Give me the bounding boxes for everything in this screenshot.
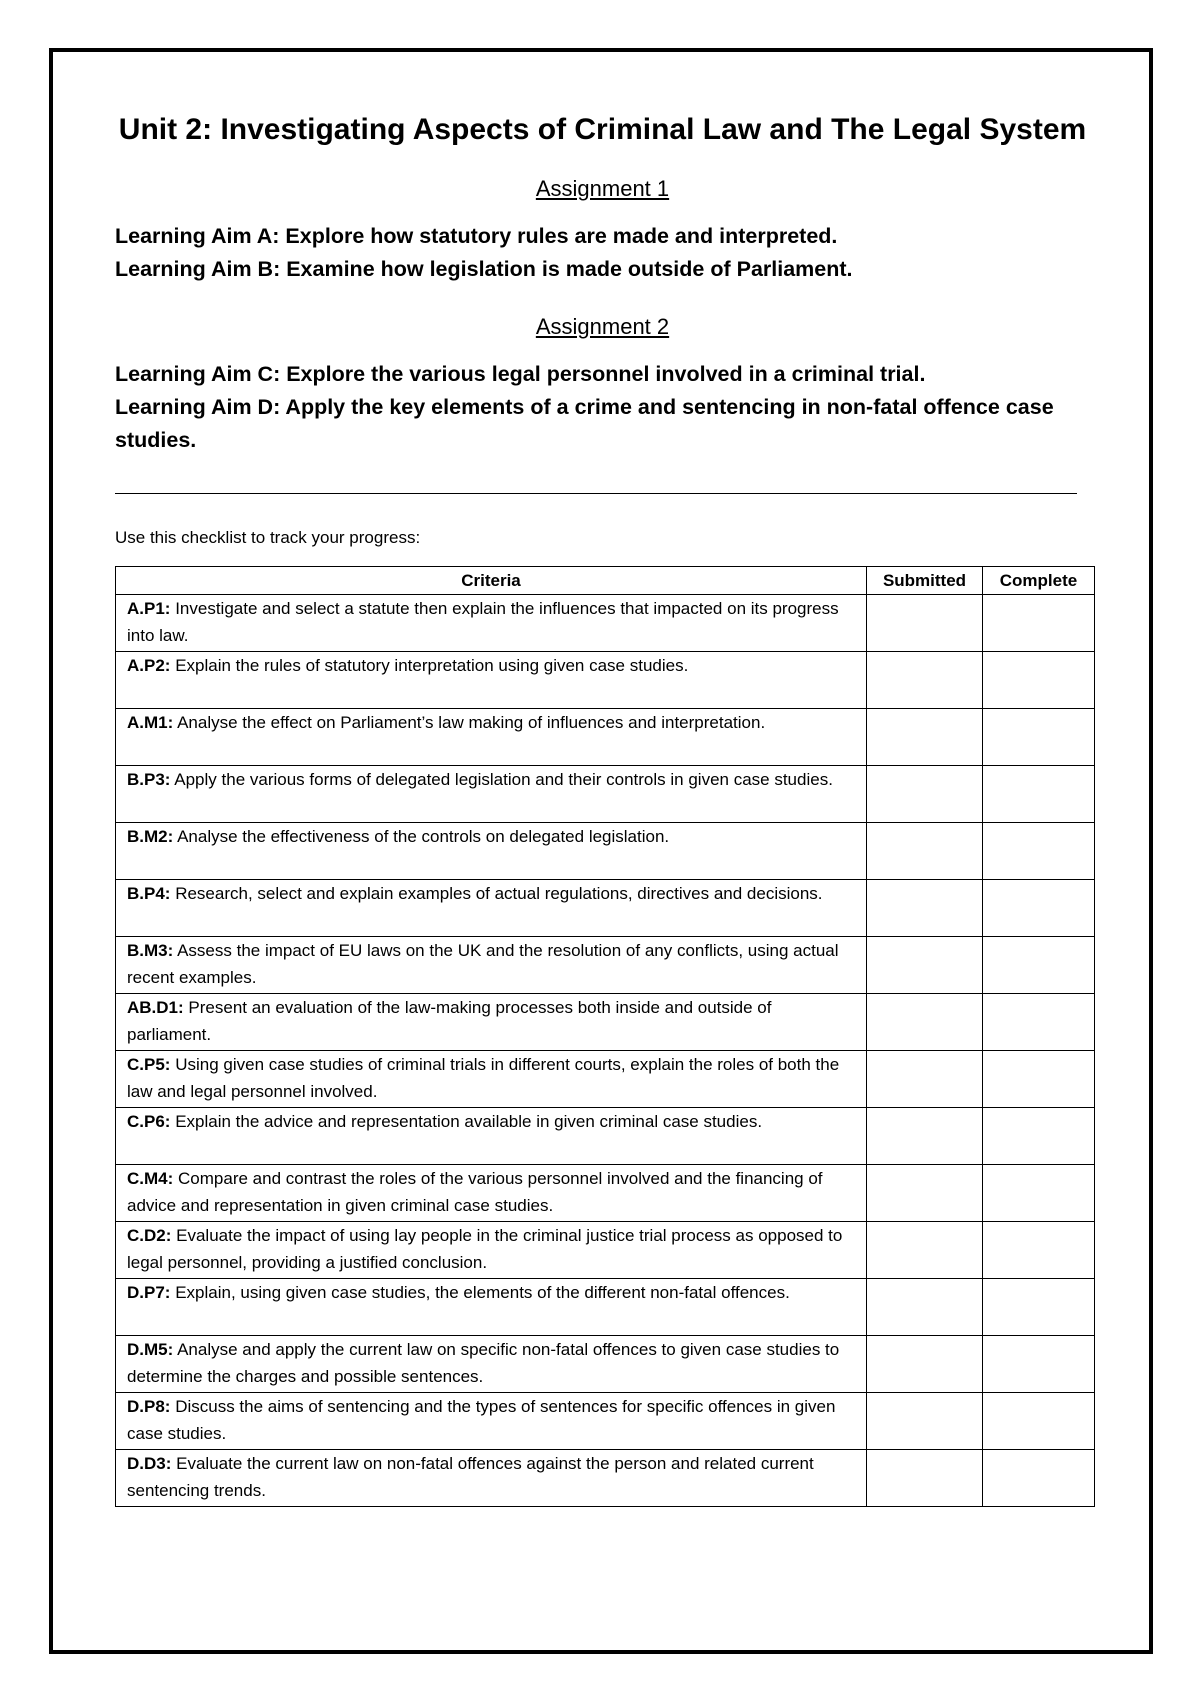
table-row [116,880,1095,937]
complete-checkbox-cell[interactable] [983,1336,1095,1393]
criteria-cell [116,823,867,880]
table-row [116,1222,1095,1279]
criteria-cell [116,766,867,823]
criteria-code: D.M5: [127,1340,174,1359]
criteria-code: B.P3: [127,770,171,789]
submitted-checkbox-cell[interactable] [867,1393,983,1450]
submitted-checkbox-cell[interactable] [867,1222,983,1279]
table-row [116,937,1095,994]
table-row [116,1108,1095,1165]
table-row [116,709,1095,766]
criteria-cell [116,1279,867,1336]
criteria-cell [116,937,867,994]
submitted-checkbox-cell[interactable] [867,1450,983,1507]
criteria-text: Analyse and apply the current law on specific non-fatal offences to given case studies to determine the charges and possible sentences. [127,1340,840,1386]
criteria-code: B.P4: [127,884,171,903]
complete-checkbox-cell[interactable] [983,1165,1095,1222]
criteria-text: Explain the advice and representation available in given criminal case studies. [175,1112,763,1131]
complete-checkbox-cell[interactable] [983,880,1095,937]
assignment-1-aims [115,220,1090,286]
criteria-text: Discuss the aims of sentencing and the types of sentences for specific offences in given case studies. [127,1397,836,1443]
criteria-text: Using given case studies of criminal trials in different courts, explain the roles of both the law and legal personnel involved. [127,1055,840,1101]
criteria-text: Present an evaluation of the law-making processes both inside and outside of parliament. [127,998,772,1044]
criteria-code: D.P7: [127,1283,171,1302]
criteria-cell [116,595,867,652]
criteria-cell [116,1051,867,1108]
assignment-2-aims [115,358,1090,457]
table-header-row [116,567,1095,595]
table-body [116,595,1095,1507]
complete-checkbox-cell[interactable] [983,1108,1095,1165]
criteria-text: Explain the rules of statutory interpretation using given case studies. [175,656,689,675]
header-criteria: Criteria [116,567,867,595]
submitted-checkbox-cell[interactable] [867,766,983,823]
submitted-checkbox-cell[interactable] [867,595,983,652]
criteria-code: A.P1: [127,599,171,618]
complete-checkbox-cell[interactable] [983,652,1095,709]
criteria-text: Explain, using given case studies, the elements of the different non-fatal offences. [175,1283,790,1302]
complete-checkbox-cell[interactable] [983,994,1095,1051]
criteria-text: Analyse the effect on Parliament’s law making of influences and interpretation. [177,713,766,732]
criteria-cell [116,880,867,937]
criteria-cell [116,1450,867,1507]
submitted-checkbox-cell[interactable] [867,823,983,880]
criteria-text: Assess the impact of EU laws on the UK and the resolution of any conflicts, using actual recent examples. [127,941,839,987]
criteria-text: Apply the various forms of delegated legislation and their controls in given case studies. [174,770,833,789]
criteria-code: C.M4: [127,1169,174,1188]
complete-checkbox-cell[interactable] [983,595,1095,652]
divider-line [115,493,1077,494]
table-row [116,1279,1095,1336]
submitted-checkbox-cell[interactable] [867,1336,983,1393]
page-title: Unit 2: Investigating Aspects of Criminal Law and The Legal System [118,113,1087,146]
criteria-cell [116,652,867,709]
learning-aim-c: Learning Aim C: Explore the various legal personnel involved in a criminal trial. [115,362,926,386]
submitted-checkbox-cell[interactable] [867,1108,983,1165]
criteria-text: Evaluate the impact of using lay people in the criminal justice trial process as opposed to legal personnel, providing a justified conclusion. [127,1226,843,1272]
submitted-checkbox-cell[interactable] [867,937,983,994]
complete-checkbox-cell[interactable] [983,1222,1095,1279]
criteria-code: C.P5: [127,1055,171,1074]
table-row [116,1051,1095,1108]
header-submitted: Submitted [867,567,983,595]
complete-checkbox-cell[interactable] [983,1393,1095,1450]
criteria-cell [116,1336,867,1393]
table-row [116,1336,1095,1393]
learning-aim-a: Learning Aim A: Explore how statutory rules are made and interpreted. [115,224,838,248]
submitted-checkbox-cell[interactable] [867,880,983,937]
submitted-checkbox-cell[interactable] [867,1165,983,1222]
complete-checkbox-cell[interactable] [983,1450,1095,1507]
criteria-cell [116,1222,867,1279]
assignment-1-heading: Assignment 1 [535,176,670,201]
criteria-code: D.P8: [127,1397,171,1416]
criteria-code: A.P2: [127,656,171,675]
criteria-cell [116,709,867,766]
criteria-cell [116,994,867,1051]
complete-checkbox-cell[interactable] [983,823,1095,880]
table-row [116,823,1095,880]
table-row [116,1450,1095,1507]
learning-aim-b: Learning Aim B: Examine how legislation is made outside of Parliament. [115,257,853,281]
submitted-checkbox-cell[interactable] [867,652,983,709]
criteria-checklist-table [115,566,1095,1507]
table-row [116,766,1095,823]
criteria-text: Evaluate the current law on non-fatal offences against the person and related current sentencing trends. [127,1454,814,1500]
criteria-text: Investigate and select a statute then explain the influences that impacted on its progress into law. [127,599,839,645]
submitted-checkbox-cell[interactable] [867,1279,983,1336]
document-content [115,108,1090,1507]
criteria-code: D.D3: [127,1454,172,1473]
complete-checkbox-cell[interactable] [983,766,1095,823]
submitted-checkbox-cell[interactable] [867,1051,983,1108]
criteria-text: Research, select and explain examples of actual regulations, directives and decisions. [175,884,823,903]
criteria-code: C.D2: [127,1226,172,1245]
checklist-instruction: Use this checklist to track your progress: [115,528,421,547]
submitted-checkbox-cell[interactable] [867,994,983,1051]
table-row [116,994,1095,1051]
complete-checkbox-cell[interactable] [983,937,1095,994]
criteria-code: A.M1: [127,713,174,732]
complete-checkbox-cell[interactable] [983,1051,1095,1108]
learning-aim-d: Learning Aim D: Apply the key elements of a crime and sentencing in non-fatal offence case studies. [115,395,1054,452]
submitted-checkbox-cell[interactable] [867,709,983,766]
table-row [116,1165,1095,1222]
criteria-code: C.P6: [127,1112,171,1131]
table-row [116,652,1095,709]
complete-checkbox-cell[interactable] [983,1279,1095,1336]
assignment-2-heading: Assignment 2 [535,314,670,339]
criteria-text: Analyse the effectiveness of the controls on delegated legislation. [177,827,670,846]
criteria-cell [116,1165,867,1222]
table-row [116,1393,1095,1450]
criteria-text: Compare and contrast the roles of the various personnel involved and the financing of advice and representation in given criminal case studies. [127,1169,823,1215]
criteria-code: AB.D1: [127,998,184,1017]
criteria-code: B.M2: [127,827,174,846]
criteria-code: B.M3: [127,941,174,960]
criteria-cell [116,1393,867,1450]
table-row [116,595,1095,652]
complete-checkbox-cell[interactable] [983,709,1095,766]
criteria-cell [116,1108,867,1165]
header-complete: Complete [983,567,1095,595]
